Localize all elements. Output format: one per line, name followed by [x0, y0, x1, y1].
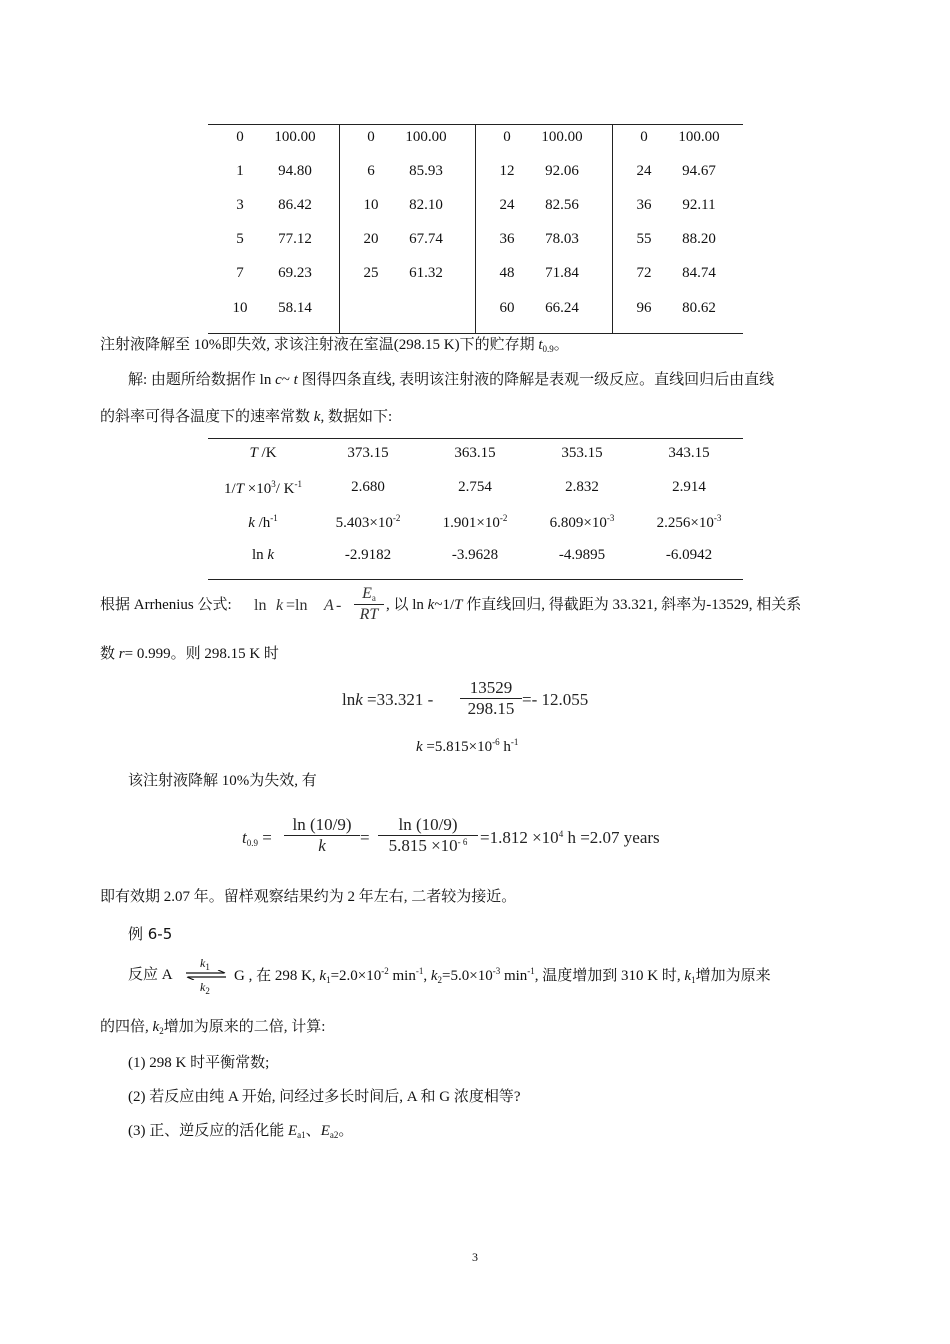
table-cell: $6.809\times 10^{-3}$ — [549, 513, 615, 531]
text: (2) 若反应由纯 A 开始, 问经过多长时间后, A 和 G 浓度相等? — [128, 1089, 521, 1105]
k-result: $k =5.815\times 10^{-6}$ $h^{-1}$ — [416, 737, 519, 755]
equilibrium-arrow-icon: $k_1$ $k_2$ — [184, 956, 228, 992]
table-cell-value: 92.11 — [682, 197, 716, 213]
text: k — [152, 1019, 160, 1035]
text: 例 6-5 — [128, 925, 173, 943]
correlation-paragraph — [100, 645, 860, 663]
table-header: T /K — [249, 445, 277, 461]
table-cell-time: 20 — [363, 231, 379, 247]
table-cell-value: 58.14 — [278, 300, 312, 316]
table-cell-value: 88.20 — [682, 231, 716, 247]
table-cell: 343.15 — [668, 445, 710, 461]
table-cell: 2.914 — [672, 479, 706, 495]
table-divider — [339, 125, 340, 333]
table-cell-value: 85.93 — [409, 163, 443, 179]
page-number: 3 — [472, 1250, 478, 1264]
text: 解: 由题所给数据作 ln — [128, 372, 276, 388]
question-2 — [128, 1088, 888, 1106]
text: t — [538, 337, 543, 353]
table-cell-time: 60 — [499, 300, 515, 316]
text: 作直线回归, 得截距为 33.321, 斜率为-13529, 相关系 — [462, 597, 802, 613]
text: 的四倍, — [100, 1019, 153, 1035]
table-divider — [475, 125, 476, 333]
table-cell-time: 5 — [236, 231, 244, 247]
problem-statement — [100, 336, 860, 355]
table-cell: 2.754 — [458, 479, 492, 495]
table-cell: 373.15 — [347, 445, 389, 461]
table-cell-value: 67.74 — [409, 231, 443, 247]
table-cell-value: 77.12 — [278, 231, 312, 247]
table-cell-value: 84.74 — [682, 265, 716, 281]
table-header: ln k — [251, 547, 275, 563]
reaction-paragraph-2 — [100, 1018, 860, 1037]
shelf-life-equation: $t_{0.9}$ = $\frac{\ln (10/9)}{k}$ = $\frac{\ln (10/9)}{5.815 \times 10^{- 6}}$ $=1.812 \times 10^4$ h =2.07 years — [242, 815, 660, 855]
table-cell: -6.0942 — [665, 547, 713, 563]
text: T — [454, 597, 463, 613]
table-cell: $2.256\times 10^{-3}$ — [656, 513, 722, 531]
text: k — [427, 597, 435, 613]
table-cell: $5.403\times 10^{-2}$ — [335, 513, 401, 531]
text: E — [320, 1123, 330, 1139]
text: , 数据如下: — [320, 409, 393, 425]
text: , 以 ln — [386, 597, 428, 613]
text: 数 — [100, 646, 119, 662]
failure-paragraph — [128, 772, 888, 790]
solution-paragraph — [128, 371, 888, 389]
text: 图得四条直线, 表明该注射液的降解是表观一级反应。直线回归后由直线 — [297, 372, 775, 388]
table-cell-time: 96 — [636, 300, 652, 316]
text: (3) 正、逆反应的活化能 — [128, 1123, 288, 1139]
table-cell-value: 82.10 — [409, 197, 443, 213]
text: 的斜率可得各温度下的速率常数 — [100, 409, 314, 425]
text: 。 — [338, 1123, 354, 1139]
table-cell-time: 24 — [499, 197, 515, 213]
table-header: k $/h^{-1}$ — [248, 513, 278, 531]
text: k — [313, 409, 321, 425]
table-cell: 353.15 — [561, 445, 603, 461]
table-cell-time: 1 — [236, 163, 244, 179]
table-cell-value: 94.67 — [682, 163, 716, 179]
table-cell-time: 10 — [363, 197, 379, 213]
table-cell-value: 78.03 — [545, 231, 579, 247]
table-cell-value: 100.00 — [405, 129, 447, 145]
table-cell-value: 82.56 — [545, 197, 579, 213]
text: r — [118, 646, 125, 662]
table-cell-time: 25 — [363, 265, 379, 281]
table-cell: 363.15 — [454, 445, 496, 461]
table-cell-value: 100.00 — [274, 129, 316, 145]
table-divider — [612, 125, 613, 333]
text: a1 — [297, 1130, 306, 1140]
table-cell-time: 55 — [636, 231, 652, 247]
text: a2 — [329, 1130, 339, 1140]
table-cell: -2.9182 — [344, 547, 392, 563]
table-cell-time: 12 — [499, 163, 515, 179]
text: 该注射液降解 10%为失效, 有 — [128, 773, 317, 789]
example-heading — [128, 925, 888, 943]
table-cell-value: 92.06 — [545, 163, 579, 179]
lnk-equation: lnk =33.321 - $\frac{13529}{298.15}$ =- 12.055 — [342, 678, 589, 718]
text: 增加为原来的二倍, 计算: — [163, 1019, 326, 1035]
table-cell-value: 71.84 — [545, 265, 579, 281]
table-cell-time: 6 — [367, 163, 375, 179]
text: 。 — [553, 337, 569, 353]
table-cell-value: 100.00 — [541, 129, 583, 145]
text: 根据 Arrhenius 公式: — [100, 597, 232, 613]
text: 0.9 — [542, 344, 554, 354]
table-cell-time: 0 — [367, 129, 375, 145]
conclusion-paragraph — [100, 888, 860, 906]
table-cell-time: 36 — [499, 231, 515, 247]
solution-paragraph-2 — [100, 408, 860, 426]
table-cell-value: 61.32 — [409, 265, 443, 281]
table-cell: -3.9628 — [451, 547, 499, 563]
table-cell: 2.832 — [565, 479, 599, 495]
table-cell-time: 0 — [236, 129, 244, 145]
table-cell: 2.680 — [351, 479, 385, 495]
text: 注射液降解至 10%即失效, 求该注射液在室温(298.15 K)下的贮存期 — [100, 337, 539, 353]
data-table-1 — [208, 124, 743, 334]
text: = 0.999。则 298.15 K 时 — [124, 646, 279, 662]
table-cell-value: 80.62 — [682, 300, 716, 316]
table-cell-value: 66.24 — [545, 300, 579, 316]
text: 2 — [159, 1026, 164, 1036]
text: ~ — [281, 372, 294, 388]
table-cell-time: 48 — [499, 265, 515, 281]
text: E — [288, 1123, 298, 1139]
question-1 — [128, 1054, 888, 1072]
table-cell-time: 7 — [236, 265, 244, 281]
text: c — [275, 372, 282, 388]
rate-constant-table — [208, 438, 743, 580]
table-cell: -4.9895 — [558, 547, 606, 563]
question-3 — [128, 1122, 888, 1141]
table-header: $1/T \times 10^3/$ $K^{-1}$ — [224, 479, 302, 497]
table-cell-time: 10 — [232, 300, 248, 316]
text: 即有效期 2.07 年。留样观察结果约为 2 年左右, 二者较为接近。 — [100, 889, 517, 905]
table-cell-time: 72 — [636, 265, 652, 281]
table-cell-time: 0 — [640, 129, 648, 145]
table-cell: $1.901\times 10^{-2}$ — [442, 513, 508, 531]
table-cell-value: 100.00 — [678, 129, 720, 145]
text: 、 — [305, 1123, 321, 1139]
table-cell-time: 0 — [503, 129, 511, 145]
table-cell-time: 3 — [236, 197, 244, 213]
table-cell-value: 94.80 — [278, 163, 312, 179]
table-cell-value: 86.42 — [278, 197, 312, 213]
arrhenius-paragraph: 根据 Arrhenius 公式: ln k =ln A - $\frac{E_a}{RT}$ , 以 ln k~1/T 作直线回归, 得截距为 33.321, 斜率为-13529, 相关系 — [100, 585, 802, 623]
text: 反应 A — [128, 967, 173, 983]
table-cell-time: 36 — [636, 197, 652, 213]
text: t — [293, 372, 298, 388]
reaction-paragraph: 反应 A $k_1$ $k_2$ G , 在 298 K, $k_1=2.0\times 10^{-2}$ $\min^{-1}$, $k_2=5.0\times 10^{-3}$ $\min^{-1}$, 温度增加到 310 K 时, $k_1$增加为原来 — [128, 956, 771, 996]
text: ~1/ — [434, 597, 455, 613]
table-cell-time: 24 — [636, 163, 652, 179]
text: (1) 298 K 时平衡常数; — [128, 1055, 270, 1071]
table-cell-value: 69.23 — [278, 265, 312, 281]
